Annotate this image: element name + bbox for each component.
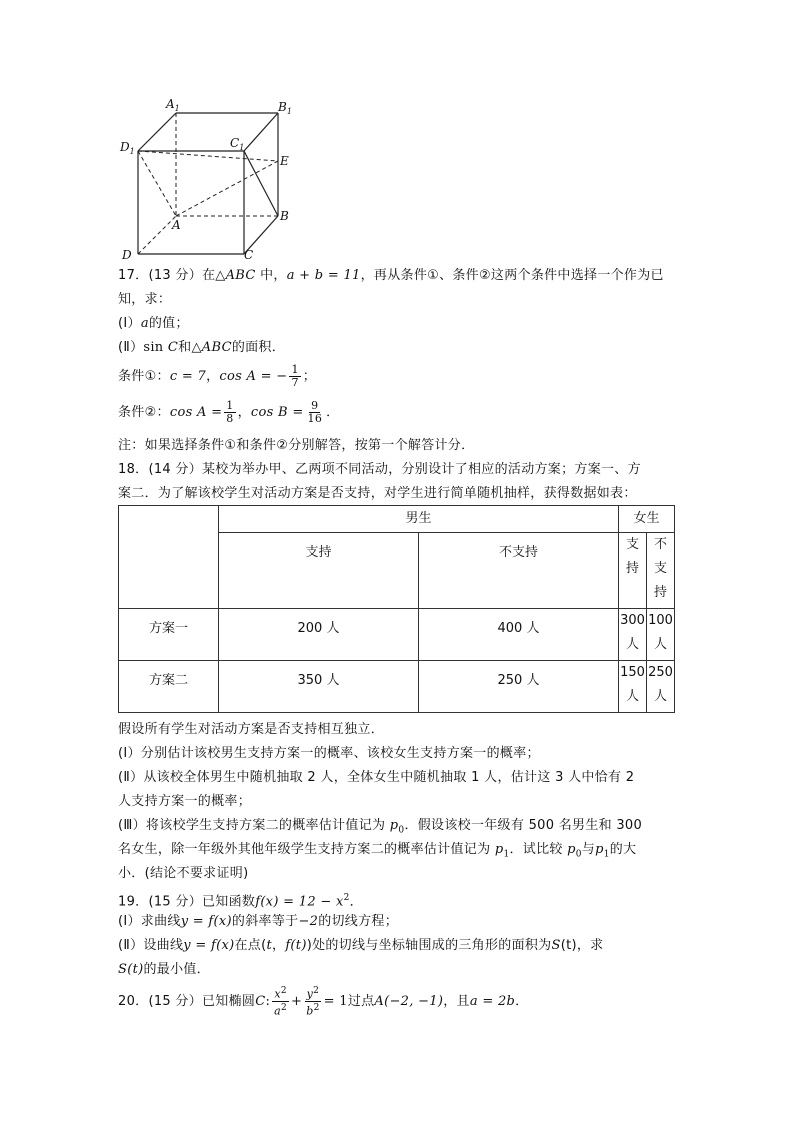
row-female-support: 300 人 — [619, 609, 647, 661]
row-female-not-support: 100 人 — [647, 609, 675, 661]
q17-part2: (Ⅱ）sin C和△ABC的面积． — [118, 340, 286, 355]
q18-part3-line3: 小．(结论不要求证明) — [118, 866, 249, 881]
q18-part2-line1: (Ⅱ）从该校全体男生中随机抽取 2 人，全体女生中随机抽取 1 人，估计这 3 人中恰有 2 — [118, 770, 635, 785]
q17-condition1: 条件①：c = 7，cos A = − $\frac{1}{7}$ ； — [118, 363, 317, 389]
q18-line1: 18．(14 分）某校为举办甲、乙两项不同活动，分别设计了相应的活动方案；方案一、方 — [118, 462, 641, 477]
cube-figure — [118, 96, 318, 266]
edge-a1-d1 — [138, 113, 176, 151]
label-c1: $C_1$ — [230, 136, 245, 152]
label-d1: $D_1$ — [120, 140, 135, 156]
header-female: 女生 — [619, 506, 675, 533]
hidden-d1-e — [138, 151, 278, 161]
row-plan: 方案二 — [119, 661, 219, 713]
label-b: B — [280, 209, 289, 223]
label-d: D — [122, 248, 132, 262]
q17-line1: 17．(13 分）在△ABC 中，a + b = 11，再从条件①、条件②这两个条件中选择一个作为已 — [118, 268, 664, 283]
q18-part3-line2: 名女生，除一年级外其他年级学生支持方案二的概率估计值记为 $p_1$．试比较 $p_0$与$p_1$的大 — [118, 842, 637, 860]
hidden-d-a — [138, 216, 176, 254]
label-a1: $A_1$ — [166, 97, 180, 113]
q18-part2-line2: 人支持方案一的概率； — [118, 794, 252, 809]
survey-table — [118, 505, 675, 713]
hidden-d1-a — [138, 151, 176, 216]
label-a: A — [172, 218, 181, 232]
row-male-not-support: 250 人 — [419, 661, 619, 713]
label-e: E — [280, 154, 289, 168]
fraction-1-8: $\frac{1}{8}$ — [226, 399, 234, 425]
q18-part3-line1: (Ⅲ）将该校学生支持方案二的概率估计值记为 $p_0$．假设该校一年级有 500 名男生和 300 — [118, 818, 643, 836]
q18-part1: (Ⅰ）分别估计该校男生支持方案一的概率、该校女生支持方案一的概率； — [118, 746, 540, 761]
q19-part1: (Ⅰ）求曲线y = f(x)的斜率等于−2的切线方程； — [118, 914, 399, 929]
row-male-not-support: 400 人 — [419, 609, 619, 661]
q19-part2-line2: S(t)的最小值． — [118, 962, 210, 977]
header-male-not-support: 不支持 — [419, 533, 619, 609]
q18-assumption: 假设所有学生对活动方案是否支持相互独立． — [118, 722, 385, 737]
table-row — [119, 661, 675, 713]
q17-condition2: 条件②：cos A = $\frac{1}{8}$ ，cos B = $\frac{9}{16}$ ． — [118, 399, 340, 425]
q18-line2: 案二．为了解该校学生对活动方案是否支持，对学生进行简单随机抽样，获得数据如表： — [118, 486, 637, 501]
row-female-support: 150 人 — [619, 661, 647, 713]
q17-line2: 知，求： — [118, 292, 172, 307]
row-male-support: 200 人 — [219, 609, 419, 661]
row-plan: 方案一 — [119, 609, 219, 661]
table-corner — [119, 506, 219, 609]
row-female-not-support: 250 人 — [647, 661, 675, 713]
q17-part1: (Ⅰ）a的值； — [118, 316, 189, 331]
fraction-x2-a2: $\frac{x^2}{a^2}$ — [274, 986, 288, 1018]
header-female-not-support: 不 支 持 — [647, 533, 675, 609]
label-b1: $B_1$ — [278, 100, 292, 116]
row-male-support: 350 人 — [219, 661, 419, 713]
header-male: 男生 — [219, 506, 619, 533]
fraction-1-7: $\frac{1}{7}$ — [291, 363, 299, 389]
header-female-support: 支 持 — [619, 533, 647, 609]
q20-line1: 20．(15 分）已知椭圆C: $\frac{x^2}{a^2}$ + $\frac{y^2}{b^2}$ = 1过点A(−2, −1)，且a = 2b． — [118, 986, 529, 1018]
edge-b1-c1 — [244, 113, 278, 151]
q19-line1: 19．(15 分）已知函数$f(x) = 12 - x^2$． — [118, 893, 363, 910]
label-c: C — [244, 248, 254, 262]
table-row — [119, 609, 675, 661]
fraction-y2-b2: $\frac{y^2}{b^2}$ — [306, 986, 320, 1018]
q17-note: 注：如果选择条件①和条件②分别解答，按第一个解答计分． — [118, 438, 475, 453]
header-male-support: 支持 — [219, 533, 419, 609]
hidden-a-e — [176, 161, 278, 216]
fraction-9-16: $\frac{9}{16}$ — [307, 399, 323, 425]
q19-part2-line1: (Ⅱ）设曲线y = f(x)在点(t，f(t))处的切线与坐标轴围成的三角形的面积为S(t)，求 — [118, 938, 604, 953]
